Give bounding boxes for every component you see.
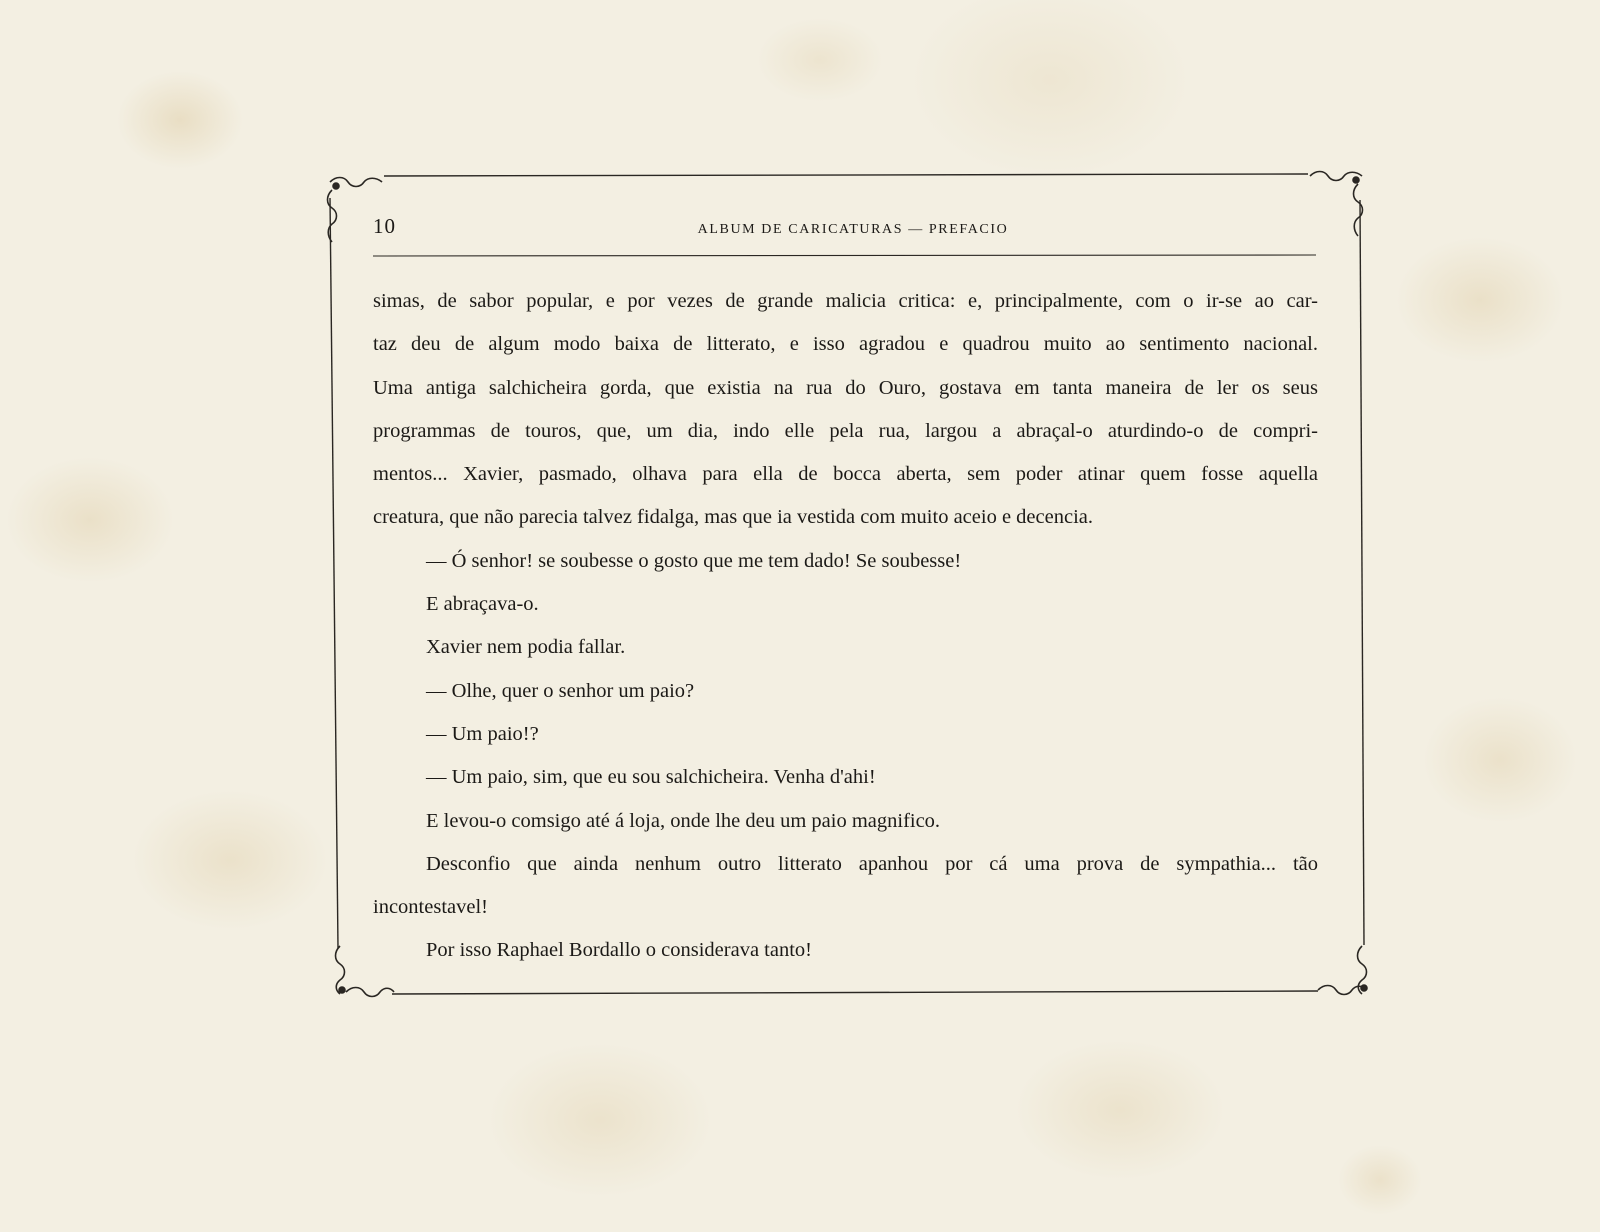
text-line: taz deu de algum modo baixa de litterato, e isso agradou e quadrou muito ao sentimento nacional. — [373, 333, 1318, 356]
dialogue-line: — Olhe, quer o senhor um paio? — [426, 679, 695, 702]
running-head — [373, 214, 1315, 242]
text-line: E abraçava-o. — [426, 593, 539, 616]
text-line: mentos... Xavier, pasmado, olhava para ella de bocca aberta, sem poder atinar quem fosse aquella — [373, 463, 1318, 486]
text-line: Por isso Raphael Bordallo o considerava tanto! — [426, 939, 812, 962]
corner-flourish-bottom-right-icon — [1318, 946, 1367, 995]
text-line: Xavier nem podia fallar. — [426, 636, 626, 659]
page-number: 10 — [373, 214, 396, 238]
text-line: Uma antiga salchicheira gorda, que existia na rua do Ouro, gostava em tanta maneira de ler os seus — [373, 376, 1318, 399]
dialogue-line: — Um paio, sim, que eu sou salchicheira. Venha d'ahi! — [426, 766, 876, 789]
text-line: creatura, que não parecia talvez fidalga, mas que ia vestida com muito aceio e decencia. — [373, 506, 1093, 529]
text-line: simas, de sabor popular, e por vezes de grande malicia critica: e, principalmente, com o ir-se ao car- — [373, 290, 1318, 312]
body-text — [373, 280, 1318, 973]
text-line: Desconfio que ainda nenhum outro litterato apanhou por cá uma prova de sympathia... tão — [426, 852, 1318, 875]
running-head-title: ALBUM DE CARICATURAS — PREFACIO — [697, 222, 1009, 237]
text-line: E levou-o comsigo até á loja, onde lhe deu um paio magnifico. — [426, 809, 941, 832]
dialogue-line: — Ó senhor! se soubesse o gosto que me tem dado! Se soubesse! — [426, 549, 962, 572]
corner-flourish-top-right-icon — [1310, 172, 1363, 237]
dialogue-line: — Um paio!? — [426, 722, 539, 745]
text-line: programmas de touros, que, um dia, indo elle pela rua, largou a abraçal-o aturdindo-o de compri- — [373, 419, 1318, 442]
text-line: incontestavel! — [373, 896, 488, 919]
